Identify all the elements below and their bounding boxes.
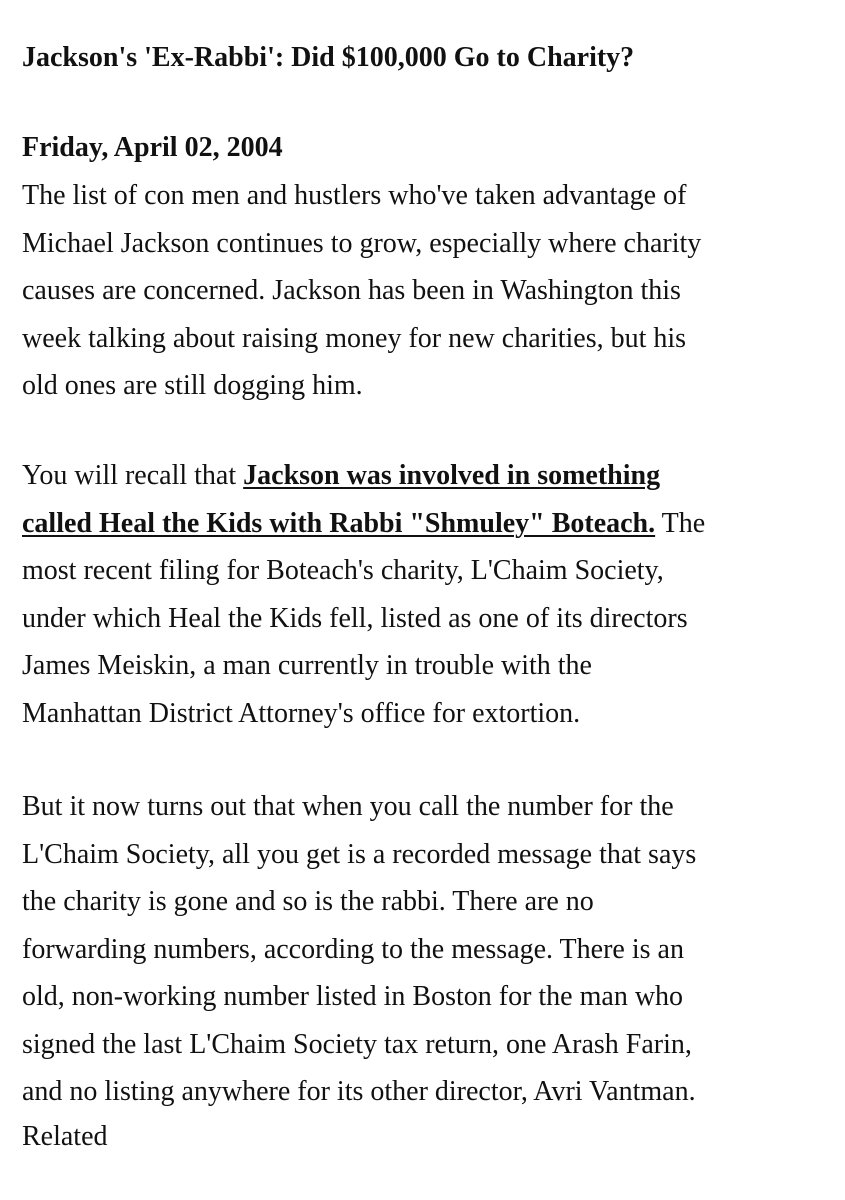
paragraph-line: causes are concerned. Jackson has been in Washington this [22, 275, 681, 306]
paragraph-line: and no listing anywhere for its other director, Avri Vantman. [22, 1076, 696, 1107]
paragraph-line: week talking about raising money for new charities, but his [22, 322, 687, 354]
article-date: Friday, April 02, 2004 [22, 132, 283, 163]
heal-the-kids-link-part2[interactable]: called Heal the Kids with Rabbi "Shmuley" Boteach. [22, 507, 656, 539]
paragraph-line: under which Heal the Kids fell, listed as one of its directors [22, 602, 688, 634]
paragraph-line: signed the last L'Chaim Society tax return, one Arash Farin, [22, 1028, 692, 1060]
paragraph-line [22, 452, 705, 500]
paragraph-line [22, 500, 705, 548]
paragraph-lchaim-society [22, 783, 696, 1116]
paragraph-line: Manhattan District Attorney's office for extortion. [22, 697, 581, 729]
article-headline: Jackson's 'Ex-Rabbi': Did $100,000 Go to Charity? [22, 42, 635, 73]
paragraph-line: L'Chaim Society, all you get is a recorded message that says [22, 838, 697, 870]
paragraph-line: old ones are still dogging him. [22, 370, 363, 401]
related-label: Related [22, 1121, 108, 1152]
paragraph-text: The [655, 507, 706, 539]
heal-the-kids-link-part1[interactable]: Jackson was involved in something [243, 460, 661, 491]
paragraph-line: the charity is gone and so is the rabbi. There are no [22, 886, 594, 917]
paragraph-line: forwarding numbers, according to the message. There is an [22, 933, 684, 965]
paragraph-intro [22, 172, 701, 410]
paragraph-heal-the-kids [22, 452, 705, 737]
paragraph-line: old, non-working number listed in Boston for the man who [22, 981, 684, 1012]
paragraph-line: Michael Jackson continues to grow, especially where charity [22, 227, 702, 259]
paragraph-line: most recent filing for Boteach's charity, L'Chaim Society, [22, 555, 664, 586]
paragraph-line: But it now turns out that when you call the number for the [22, 791, 674, 822]
paragraph-text: You will recall that [22, 460, 244, 491]
paragraph-line: James Meiskin, a man currently in trouble with the [22, 650, 592, 681]
paragraph-line: The list of con men and hustlers who've taken advantage of [22, 180, 687, 211]
